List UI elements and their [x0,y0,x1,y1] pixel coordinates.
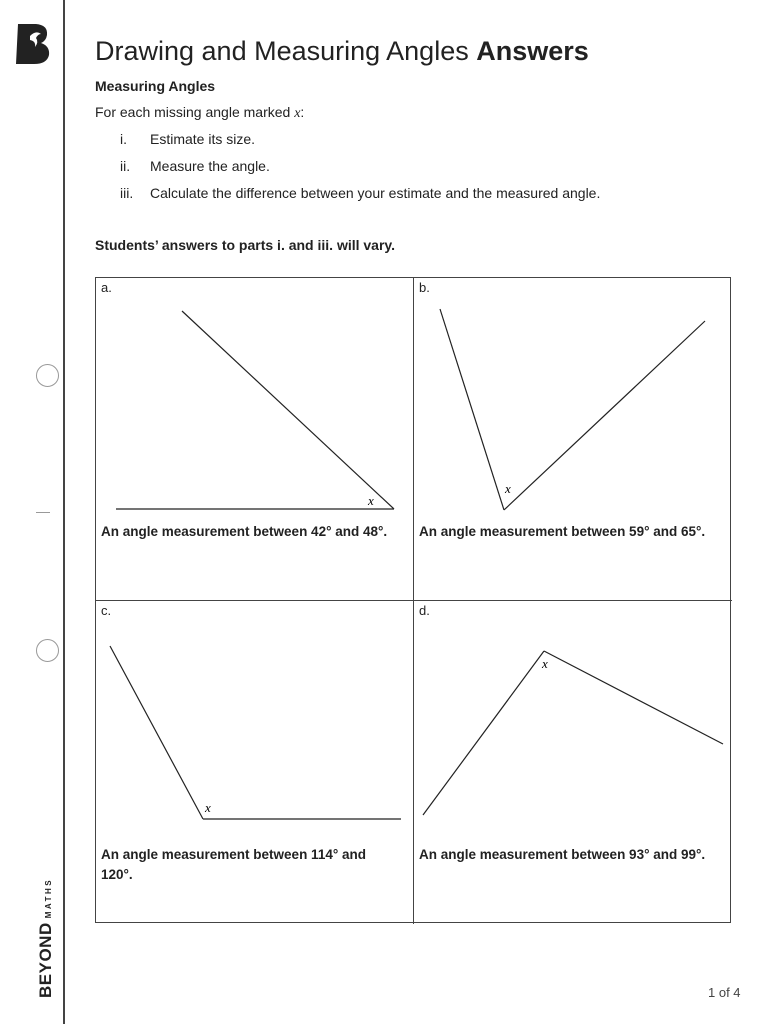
angle-diagram-a [96,278,414,601]
answer-text: An angle measurement between 59° and 65°. [419,524,706,539]
section-subtitle: Measuring Angles [95,78,216,94]
angle-cell-a [96,278,414,601]
angle-arm [504,321,705,510]
margin-line [63,0,65,1024]
step-number: i. [120,131,127,147]
angle-arm [110,646,203,819]
beyond-logo-icon [14,22,52,66]
angle-cell-c [96,601,414,924]
step-text: Measure the angle. [150,158,270,174]
instruction-suffix: : [300,104,305,120]
angle-diagram-b [414,278,732,601]
page-number: 1 of 4 [708,985,741,1000]
cell-label: b. [419,280,430,295]
punch-hole-bottom [36,639,59,662]
step-number: ii. [120,158,131,174]
cell-label: d. [419,603,430,618]
step-text: Estimate its size. [150,131,256,147]
angle-diagram-d [414,601,732,924]
angles-grid [95,277,731,923]
answers-note: Students’ answers to parts i. and iii. will vary. [95,237,396,253]
angle-arm [423,651,544,815]
cell-label: c. [101,603,112,618]
angle-cell-b [414,278,732,601]
answer-text: An angle measurement between 42° and 48°. [101,524,388,539]
page-title [95,36,589,67]
answer-text: An angle measurement between 114° and 120°. [101,847,366,882]
angle-cell-d [414,601,732,924]
angle-label: x [368,493,374,508]
angle-arm [182,311,394,509]
angle-arm [440,309,504,510]
step-number: iii. [120,185,134,201]
page-title-emphasis: Answers [476,36,589,66]
brand-name: BEYOND [36,922,55,998]
fold-mark [36,512,50,513]
instruction-variable: x [294,106,301,121]
brand-wordmark [36,878,56,998]
page-title-main: Drawing and Measuring Angles [95,36,469,66]
angle-arm [544,651,723,744]
punch-hole-top [36,364,59,387]
instruction-prefix: For each missing angle marked [95,104,295,120]
angle-label: x [542,656,548,671]
cell-label: a. [101,280,112,295]
step-text: Calculate the difference between your estimate and the measured angle. [150,185,601,201]
angle-label: x [505,481,511,496]
brand-sub: MATHS [44,877,53,919]
instruction [95,104,304,122]
angle-label: x [205,800,211,815]
answer-text: An angle measurement between 93° and 99°. [419,847,706,862]
